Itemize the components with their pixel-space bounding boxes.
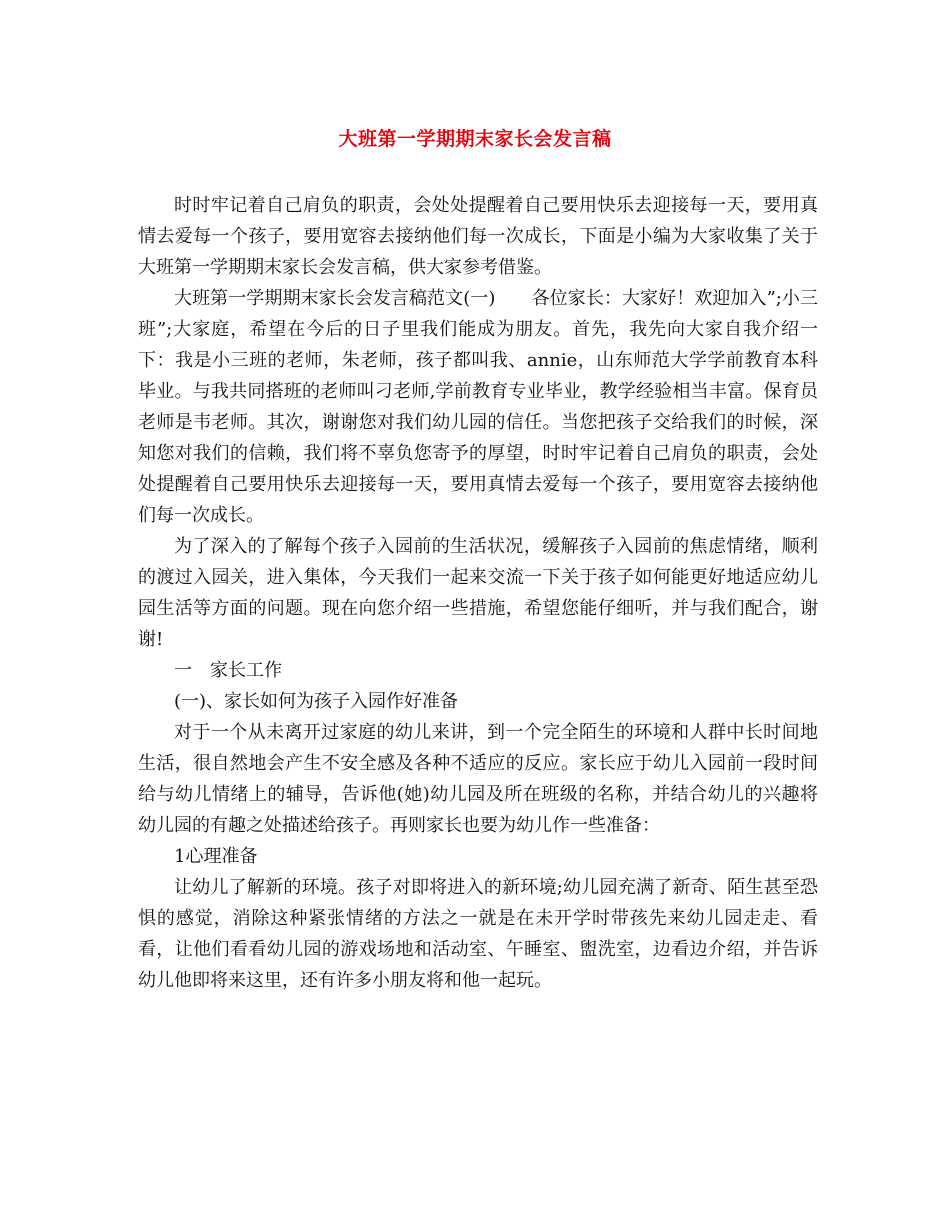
paragraph-purpose: 为了深入的了解每个孩子入园前的生活状况，缓解孩子入园前的焦虑情绪，顺利的渡过入园关，进入集体，今天我们一起来交流一下关于孩子如何能更好地适应幼儿园生活等方面的问题。现在向您介绍一些措施，希望您能仔细听，并与我们配合，谢谢!: [138, 536, 818, 650]
paragraph-sample-speech: 大班第一学期期末家长会发言稿范文(一) 各位家长：大家好！欢迎加入”;小三班”;大家庭，希望在今后的日子里我们能成为朋友。首先，我先向大家自我介绍一下：我是小三班的老师，朱老师，孩子都叫我、annie，山东师范大学学前教育本科毕业。与我共同搭班的老师叫刁老师,学前教育专业毕业，教学经验相当丰富。保育员老师是韦老师。其次，谢谢您对我们幼儿园的信任。当您把孩子交给我们的时候，深知您对我们的信赖，我们将不辜负您寄予的厚望，时时牢记着自己肩负的职责，会处处提醒着自己要用快乐去迎接每一天，要用真情去爱每一个孩子，要用宽容去接纳他们每一次成长。: [138, 288, 818, 526]
item-heading-psychological: 1心理准备: [174, 846, 258, 867]
document-body: [138, 190, 818, 996]
paragraph-intro: 时时牢记着自己肩负的职责，会处处提醒着自己要用快乐去迎接每一天，要用真情去爱每一个孩子，要用宽容去接纳他们每一次成长，下面是小编为大家收集了关于大班第一学期期末家长会发言稿，供大家参考借鉴。: [138, 195, 818, 278]
document-title: 大班第一学期期末家长会发言稿: [338, 128, 612, 150]
subsection-heading-preparation: (一)、家长如何为孩子入园作好准备: [174, 691, 459, 712]
section-heading-parent-work: 一 家长工作: [174, 660, 282, 681]
paragraph-environment: 让幼儿了解新的环境。孩子对即将进入的新环境;幼儿园充满了新奇、陌生甚至恐惧的感觉，消除这种紧张情绪的方法之一就是在未开学时带孩先来幼儿园走走、看看，让他们看看幼儿园的游戏场地和活动室、午睡室、盥洗室，边看边介绍，并告诉幼儿他即将来这里，还有许多小朋友将和他一起玩。: [138, 877, 818, 991]
paragraph-preparation: 对于一个从未离开过家庭的幼儿来讲，到一个完全陌生的环境和人群中长时间地生活，很自然地会产生不安全感及各种不适应的反应。家长应于幼儿入园前一段时间给与幼儿情绪上的辅导，告诉他(她)幼儿园及所在班级的名称，并结合幼儿的兴趣将幼儿园的有趣之处描述给孩子。再则家长也要为幼儿作一些准备：: [138, 722, 818, 836]
